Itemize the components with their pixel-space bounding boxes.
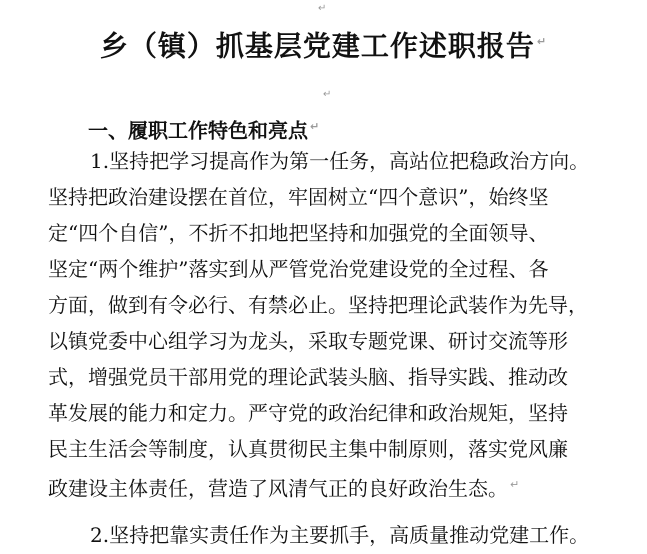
paragraph-line: 坚定“两个维护”落实到从严管党治党建设党的全过程、各 <box>48 257 549 281</box>
paragraph-line: 式，增强党员干部用党的理论武装头脑、指导实践、推动改 <box>48 365 568 389</box>
document-title: 乡（镇）抓基层党建工作述职报告 ↵ <box>99 29 548 63</box>
paragraph-line: 革发展的能力和定力。严守党的政治纪律和政治规矩，坚持 <box>48 401 568 425</box>
paragraph-mark: ↵ <box>510 478 520 491</box>
paragraph-line: 民主生活会等制度，认真贯彻民主集中制原则，落实党风廉 <box>48 437 568 461</box>
paragraph-line: 1.坚持把学习提高作为第一任务，高站位把稳政治方向。 <box>90 149 590 173</box>
paragraph-line: 2.坚持把靠实责任作为主要抓手，高质量推动党建工作。 <box>90 523 590 547</box>
paragraph-line-last: 政建设主体责任，营造了风清气正的良好政治生态。 ↵ <box>48 476 520 501</box>
paragraph-line: 以镇党委中心组学习为龙头，采取专题党课、研讨交流等形 <box>48 329 568 353</box>
paragraph-line: 定“四个自信”，不折不扣地把坚持和加强党的全面领导、 <box>48 221 549 245</box>
paragraph-mark: ↵ <box>323 89 332 100</box>
paragraph-line: 方面，做到有令必行、有禁必止。坚持把理论武装作为先导， <box>48 293 588 317</box>
paragraph-mark: ↵ <box>318 3 327 14</box>
paragraph-line: 坚持把政治建设摆在首位，牢固树立“四个意识”，始终坚 <box>48 185 549 209</box>
paragraph-mark: ↵ <box>536 35 548 48</box>
section-heading: 一、履职工作特色和亮点 ↵ <box>88 118 320 143</box>
paragraph-mark: ↵ <box>310 120 320 133</box>
